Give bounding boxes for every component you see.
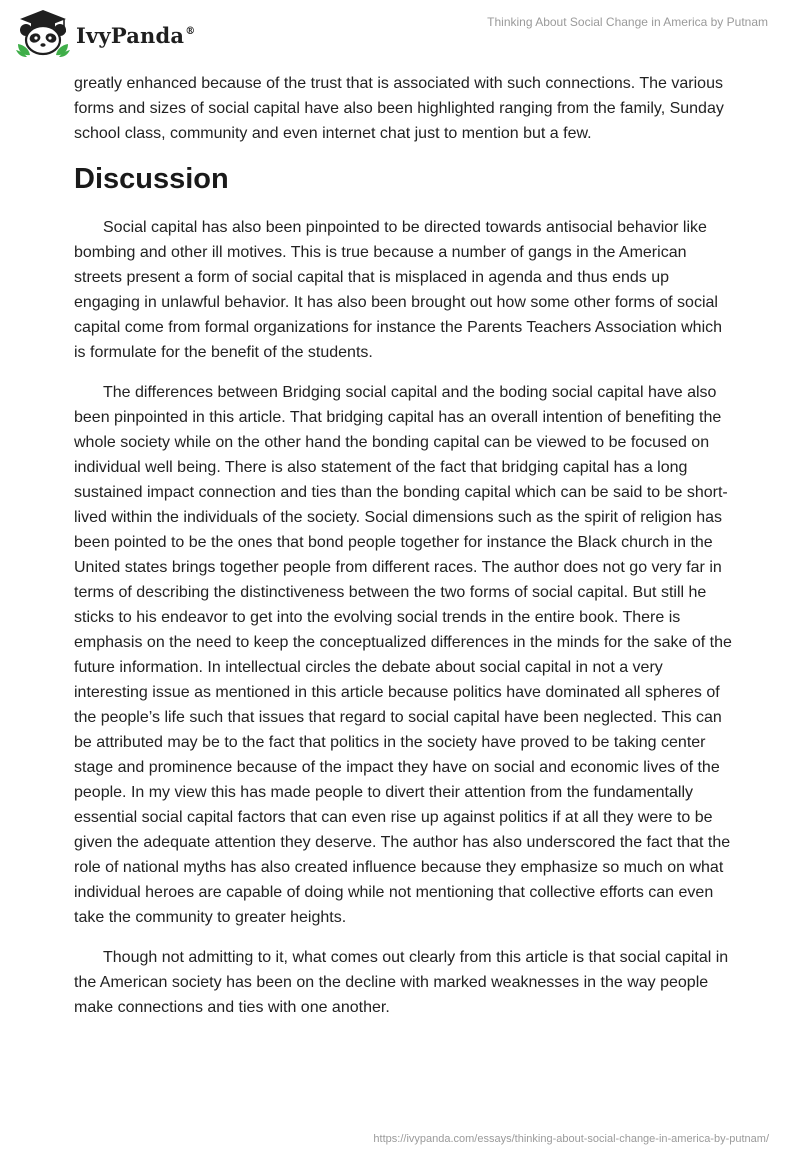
page-header	[0, 0, 800, 70]
source-url[interactable]: https://ivypanda.com/essays/thinking-about-social-change-in-america-by-putnam/	[373, 1133, 769, 1145]
intro-paragraph: greatly enhanced because of the trust that is associated with such connections. The various forms and sizes of social capital have also been highlighted ranging from the family, Sunday school class, community and even internet chat just to mention but a few.	[74, 75, 724, 142]
article-body	[74, 71, 734, 1035]
panda-graduation-cap-icon	[14, 8, 72, 58]
ivypanda-logo[interactable]	[14, 8, 195, 58]
body-paragraph: The differences between Bridging social capital and the boding social capital have also been pinpointed in this article. That bridging capital has an overall intention of benefiting the whole society while on the other hand the bonding capital can be viewed to be focused on individual well being. There is also statement of the fact that bridging capital has a long sustained impact connection and ties than the bonding capital which can be said to be short-lived within the individuals of the society. Social dimensions such as the spirit of religion has been pointed to be the ones that bond people together for instance the Black church in the United states brings together people from different races. The author does not go very far in terms of describing the distinctiveness between the two forms of social capital. But still he sticks to his endeavor to get into the evolving social trends in the entire book. There is emphasis on the need to keep the conceptualized differences in the minds for the sake of the future information. In intellectual circles the debate about social capital in not a very interesting issue as mentioned in this article because politics have dominated all spheres of the people’s life such that issues that regard to social capital have been neglected. This can be attributed may be to the fact that politics in the society have proved to be taking center stage and prominence because of the impact they have on social and economic lives of the people. In my view this has made people to divert their attention from the fundamentally essential social capital factors that can even rise up against politics if at all they were to be given the adequate attention they deserve. The author has also underscored the fact that the role of national myths has also created influence because they emphasize so much on what individual heroes are capable of doing while not mentioning that collective efforts can even take the community to greater heights.	[74, 384, 732, 926]
body-paragraph: Social capital has also been pinpointed to be directed towards antisocial behavior like bombing and other ill motives. This is true because a number of gangs in the American streets present a form of social capital that is misplaced in agenda and thus ends up engaging in unlawful behavior. It has also been brought out how some other forms of social capital come from formal organizations for instance the Parents Teachers Association which is formulate for the benefit of the students.	[74, 219, 723, 361]
document-title: Thinking About Social Change in America by Putnam	[487, 15, 768, 29]
registered-mark: ®	[185, 25, 196, 37]
section-heading: Discussion	[74, 163, 229, 195]
body-paragraph: Though not admitting to it, what comes out clearly from this article is that social capital in the American society has been on the decline with marked weaknesses in the way people make connections and ties with one another.	[74, 949, 729, 1016]
brand-name: IvyPanda®	[76, 22, 196, 48]
